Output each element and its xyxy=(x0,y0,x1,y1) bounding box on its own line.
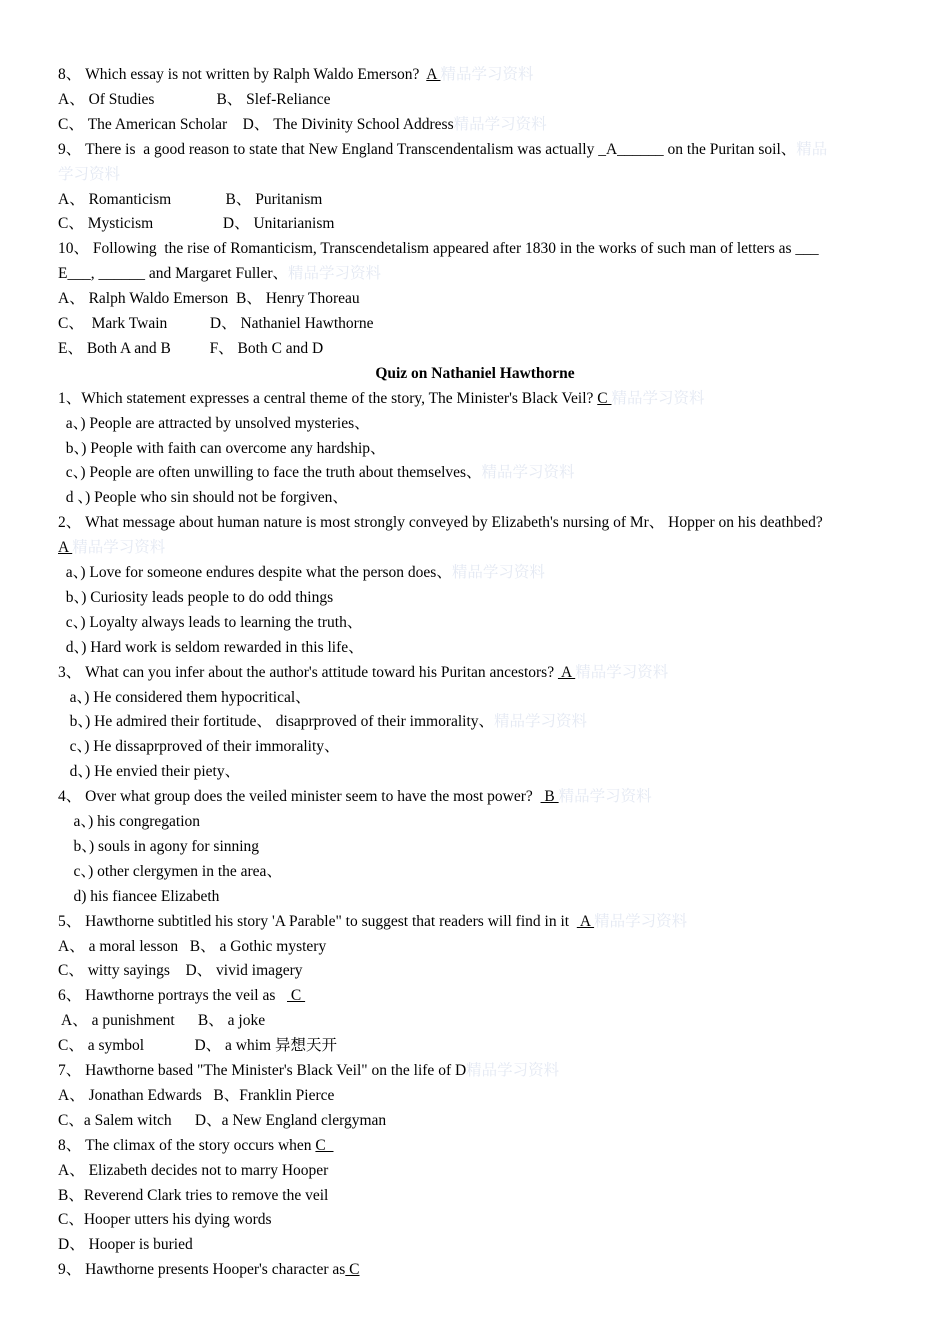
line-text: 8、 Which essay is not written by Ralph Waldo Emerson? xyxy=(58,66,427,83)
watermark-text: 精品学习资料 xyxy=(558,788,652,806)
answer-mark: A xyxy=(557,663,576,681)
line-text: C、 a symbol D、 a whim 异想天开 xyxy=(58,1037,337,1055)
answer-mark: C xyxy=(597,389,612,407)
answer-mark: B xyxy=(540,788,559,806)
watermark-text: 精品学习资料 xyxy=(440,66,534,83)
line-text: a、) He considered them hypocritical、 xyxy=(58,688,311,706)
text-line xyxy=(58,1111,386,1131)
line-text: E、 Both A and B F、 Both C and D xyxy=(58,339,324,357)
line-text: b、) Curiosity leads people to do odd things xyxy=(58,588,334,606)
text-line xyxy=(58,439,386,459)
watermark-text: 精品学习资料 xyxy=(453,115,547,133)
text-line xyxy=(58,239,819,259)
line-text: 6、 Hawthorne portrays the veil as xyxy=(58,987,287,1005)
line-text: 9、 There is a good reason to state that New England Transcendentalism was actually _A______ on the Puritan soil、 xyxy=(58,140,797,158)
text-line xyxy=(58,762,240,782)
line-text: 1、Which statement expresses a central theme of the story, The Minister's Black Veil? xyxy=(58,389,598,407)
text-line xyxy=(58,1235,193,1255)
line-text: 9、 Hawthorne presents Hooper's character as xyxy=(58,1261,346,1279)
line-text: c、) People are often unwilling to face the truth about themselves、 xyxy=(58,464,482,482)
watermark-text: 精品学习资料 xyxy=(451,564,545,581)
line-text: A、 Jonathan Edwards B、Franklin Pierce xyxy=(58,1086,335,1104)
watermark-text: 精品学习资料 xyxy=(466,1062,560,1079)
text-line xyxy=(58,140,827,160)
answer-mark: A xyxy=(58,539,73,557)
line-text: A、 a moral lesson B、 a Gothic mystery xyxy=(58,937,327,955)
line-text: 3、 What can you infer about the author's attitude toward his Puritan ancestors? xyxy=(58,663,558,681)
text-line xyxy=(58,986,305,1006)
line-text: 2、 What message about human nature is most strongly conveyed by Elizabeth's nursing of Mr、 Hopper on his deathbed? xyxy=(58,514,823,532)
text-line xyxy=(58,588,333,608)
line-text: C、Hooper utters his dying words xyxy=(58,1211,272,1229)
line-text: d、) Hard work is seldom rewarded in this life、 xyxy=(58,638,364,656)
text-line xyxy=(58,961,303,981)
watermark-text: 精品学习资料 xyxy=(72,539,166,557)
text-line xyxy=(58,1136,334,1156)
text-line xyxy=(58,1210,272,1230)
answer-mark: C xyxy=(345,1261,360,1279)
line-text: A、 a punishment B、 a joke xyxy=(58,1012,266,1030)
line-text: a、) Love for someone endures despite what the person does、 xyxy=(58,564,452,581)
text-line xyxy=(58,563,545,583)
text-line xyxy=(58,1260,360,1280)
text-line xyxy=(58,1011,265,1031)
line-text: A、 Elizabeth decides not to marry Hooper xyxy=(58,1161,329,1179)
text-line xyxy=(58,712,587,732)
text-line xyxy=(58,339,323,359)
text-line xyxy=(58,314,373,334)
section-title xyxy=(0,364,950,384)
text-line xyxy=(58,264,381,284)
line-text: b、) souls in agony for sinning xyxy=(58,837,260,855)
line-text: C、 Mysticism D、 Unitarianism xyxy=(58,215,335,233)
text-line xyxy=(58,912,687,932)
text-line xyxy=(58,115,547,135)
text-line xyxy=(58,513,823,533)
text-line xyxy=(58,1086,334,1106)
line-text: d 、) People who sin should not be forgiven、 xyxy=(58,489,348,507)
text-line xyxy=(58,463,575,483)
text-line xyxy=(58,1061,559,1081)
text-line xyxy=(58,1186,328,1206)
text-line xyxy=(58,488,348,508)
line-text: c、) Loyalty always leads to learning the truth、 xyxy=(58,613,363,631)
text-line xyxy=(58,90,331,110)
line-text: d) his fiancee Elizabeth xyxy=(58,887,220,905)
text-line xyxy=(58,862,282,882)
line-text: E___, ______ and Margaret Fuller、 xyxy=(58,265,289,283)
watermark-text: 精品学习资料 xyxy=(594,912,688,930)
line-text: c、) He dissaprproved of their immorality、 xyxy=(58,738,340,756)
line-text: A、 Ralph Waldo Emerson B、 Henry Thoreau xyxy=(58,290,360,308)
answer-mark: A xyxy=(426,66,441,83)
line-text: d、) He envied their piety、 xyxy=(58,763,241,781)
line-text: Quiz on Nathaniel Hawthorne xyxy=(375,364,575,382)
answer-mark: C xyxy=(315,1136,334,1154)
line-text: C、 witty sayings D、 vivid imagery xyxy=(58,962,303,980)
text-line xyxy=(58,812,200,832)
line-text: D、 Hooper is buried xyxy=(58,1236,193,1254)
line-text: c、) other clergymen in the area、 xyxy=(58,862,282,880)
text-line xyxy=(58,663,668,683)
line-text: C、 The American Scholar D、 The Divinity School Address xyxy=(58,115,454,133)
text-line xyxy=(58,165,120,185)
text-line xyxy=(58,937,326,957)
line-text: 8、 The climax of the story occurs when xyxy=(58,1136,316,1154)
line-text: A、 Romanticism B、 Puritanism xyxy=(58,190,323,208)
text-line xyxy=(58,538,165,558)
line-text: C、a Salem witch D、a New England clergyman xyxy=(58,1111,387,1129)
text-line xyxy=(58,837,259,857)
line-text: 10、 Following the rise of Romanticism, Transcendetalism appeared after 1830 in the works of such man of letters as ___ xyxy=(58,240,819,258)
watermark-text: 精品学习资料 xyxy=(481,464,575,482)
line-text: 4、 Over what group does the veiled minister seem to have the most power? xyxy=(58,788,541,806)
text-line xyxy=(58,613,362,633)
watermark-text: 精品学习资料 xyxy=(494,713,588,731)
watermark-text: 精品学习资料 xyxy=(288,265,382,283)
text-line xyxy=(58,289,360,309)
line-text: A、 Of Studies B、 Slef-Reliance xyxy=(58,90,331,108)
line-text: 7、 Hawthorne based "The Minister's Black Veil" on the life of D xyxy=(58,1062,467,1079)
line-text: 5、 Hawthorne subtitled his story 'A Parable" to suggest that readers will find in it xyxy=(58,912,577,930)
answer-mark: C xyxy=(287,987,306,1005)
answer-mark: A xyxy=(576,912,595,930)
line-text: a、) People are attracted by unsolved mysteries、 xyxy=(58,414,370,432)
text-line xyxy=(58,414,370,434)
line-text: B、Reverend Clark tries to remove the veil xyxy=(58,1186,329,1204)
watermark-text: 学习资料 xyxy=(58,165,121,183)
text-line xyxy=(58,737,340,757)
watermark-text: 精品学习资料 xyxy=(575,663,669,681)
text-line xyxy=(58,688,311,708)
line-text: b、) He admired their fortitude、 disaprproved of their immorality、 xyxy=(58,713,495,731)
text-line xyxy=(58,787,652,807)
line-text: a、) his congregation xyxy=(58,813,201,830)
text-line xyxy=(58,638,364,658)
text-line xyxy=(58,389,705,409)
text-line xyxy=(58,887,219,907)
text-line xyxy=(58,65,534,85)
watermark-text: 精品 xyxy=(796,140,828,158)
watermark-text: 精品学习资料 xyxy=(611,389,705,407)
line-text: C、 Mark Twain D、 Nathaniel Hawthorne xyxy=(58,315,374,332)
text-line xyxy=(58,214,334,234)
text-line xyxy=(58,190,322,210)
line-text: b、) People with faith can overcome any hardship、 xyxy=(58,439,386,457)
text-line xyxy=(58,1161,328,1181)
text-line xyxy=(58,1036,337,1056)
